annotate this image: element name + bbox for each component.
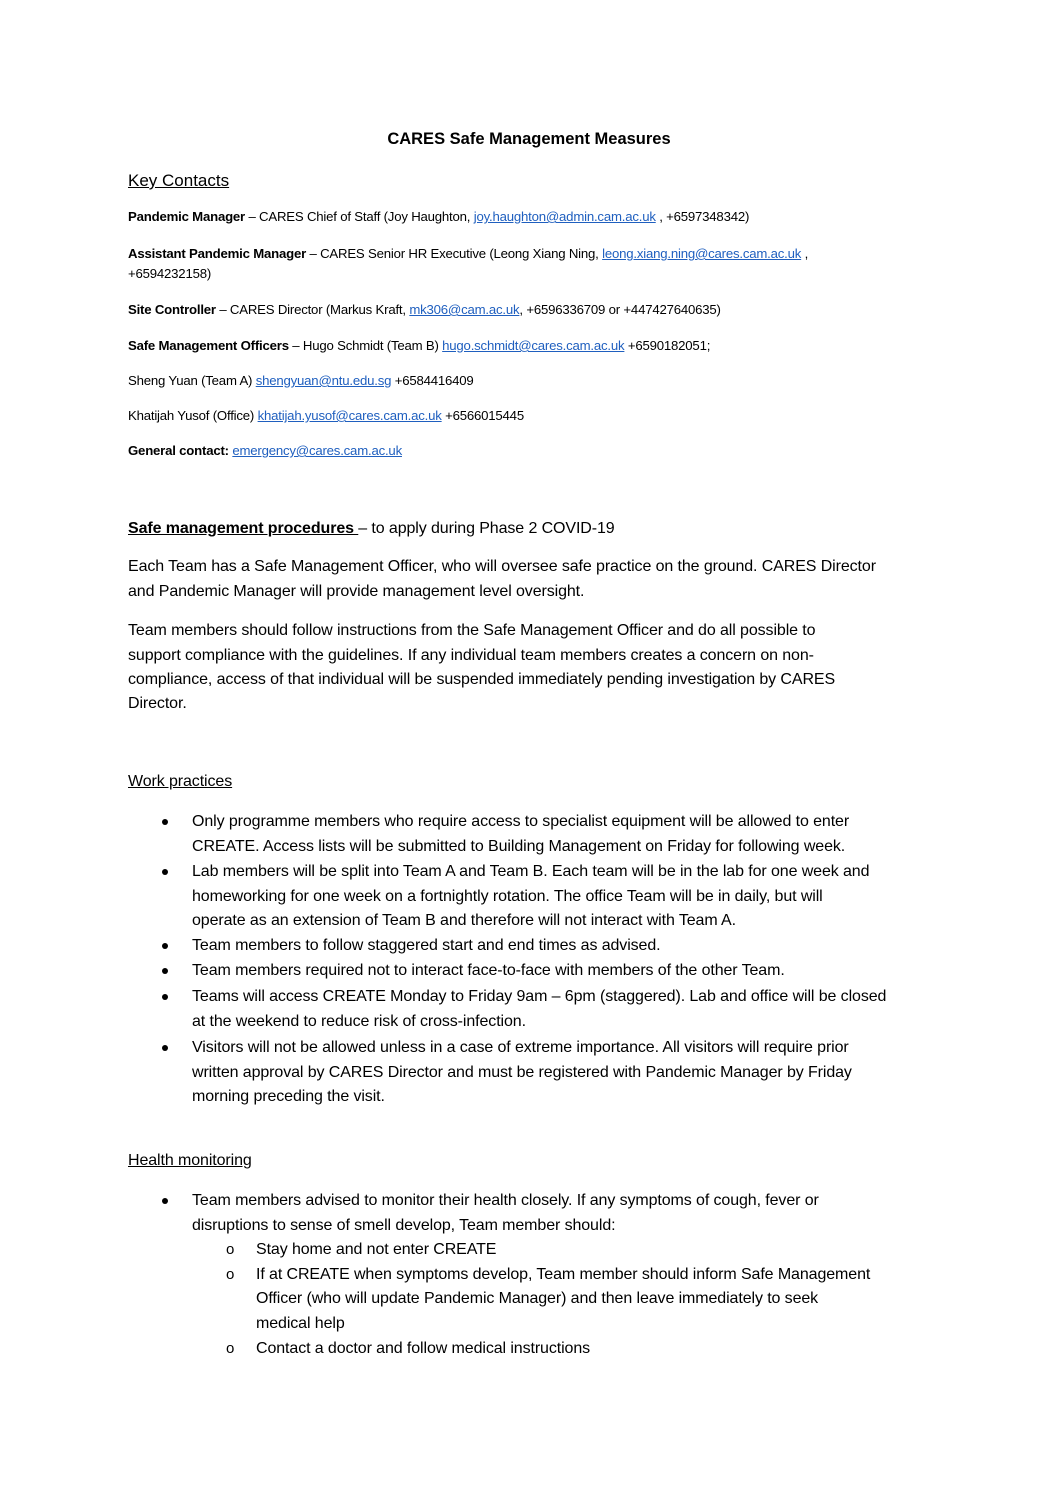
contact-text: , +6597348342) (655, 209, 750, 224)
email-link-markus[interactable]: mk306@cam.ac.uk (409, 302, 520, 317)
list-item: operate as an extension of Team B and therefore will not interact with Team A. (192, 912, 736, 929)
bullet-icon (162, 1198, 168, 1204)
list-item: Team members to follow staggered start and end times as advised. (192, 937, 661, 954)
bullet-icon (162, 994, 168, 1000)
list-item: Team members required not to interact face-to-face with members of the other Team. (192, 962, 785, 979)
contact-text: – CARES Chief of Staff (Joy Haughton, (245, 209, 474, 224)
sub-bullet-icon: o (226, 1266, 235, 1283)
contact-site-controller (128, 302, 721, 317)
bullet-icon (162, 968, 168, 974)
contact-text: +6566015445 (441, 408, 524, 423)
procedures-heading-suffix: – to apply during Phase 2 COVID-19 (358, 520, 615, 537)
contact-pandemic-manager (128, 209, 749, 224)
email-link-joy[interactable]: joy.haughton@admin.cam.ac.uk (473, 209, 656, 224)
email-link-emergency[interactable]: emergency@cares.cam.ac.uk (232, 443, 402, 458)
contact-text: , +6596336709 or +447427640635) (519, 302, 721, 317)
contact-label: General contact: (128, 443, 233, 458)
contact-text: Sheng Yuan (Team A) (128, 373, 256, 388)
contact-text: +6590182051; (624, 338, 711, 353)
list-item: at the weekend to reduce risk of cross-infection. (192, 1013, 526, 1030)
contact-sheng (128, 373, 474, 388)
procedures-para2-line3: compliance, access of that individual will be suspended immediately pending investigation by CARES (128, 671, 836, 688)
email-link-sheng[interactable]: shengyuan@ntu.edu.sg (255, 373, 392, 388)
contact-label: Site Controller (128, 302, 216, 317)
contact-text: , (801, 246, 809, 261)
bullet-icon (162, 1045, 168, 1051)
contact-text: +6584416409 (391, 373, 474, 388)
sub-list-item: If at CREATE when symptoms develop, Team member should inform Safe Management (256, 1266, 871, 1283)
list-item: Lab members will be split into Team A and Team B. Each team will be in the lab for one week and (192, 863, 870, 880)
bullet-icon (162, 869, 168, 875)
procedures-para1-line2: and Pandemic Manager will provide management level oversight. (128, 583, 585, 600)
contact-text: – CARES Director (Markus Kraft, (215, 302, 410, 317)
document-title: CARES Safe Management Measures (387, 130, 671, 148)
list-item: disruptions to sense of smell develop, Team member should: (192, 1217, 616, 1234)
procedures-para2-line4: Director. (128, 695, 187, 712)
list-item: CREATE. Access lists will be submitted to Building Management on Friday for following week. (192, 838, 846, 855)
contact-assistant-phone: +6594232158) (128, 266, 212, 281)
sub-bullet-icon: o (226, 1340, 235, 1357)
contact-label: Pandemic Manager (128, 209, 245, 224)
list-item: Team members advised to monitor their health closely. If any symptoms of cough, fever or (192, 1192, 819, 1209)
list-item: morning preceding the visit. (192, 1088, 385, 1105)
work-practices-heading: Work practices (128, 773, 233, 790)
contact-khatijah (128, 408, 524, 423)
list-item: Teams will access CREATE Monday to Friday 9am – 6pm (staggered). Lab and office will be closed (192, 988, 887, 1005)
sub-list-item: medical help (256, 1315, 345, 1332)
contact-text: – CARES Senior HR Executive (Leong Xiang Ning, (306, 246, 603, 261)
contact-assistant-manager (128, 246, 808, 261)
bullet-icon (162, 819, 168, 825)
sub-bullet-icon: o (226, 1241, 235, 1258)
sub-list-item: Officer (who will update Pandemic Manager) and then leave immediately to seek (256, 1290, 819, 1307)
contact-label: Safe Management Officers (128, 338, 289, 353)
procedures-heading-text: Safe management procedures (128, 520, 359, 537)
bullet-icon (162, 943, 168, 949)
procedures-para2-line2: support compliance with the guidelines. If any individual team members creates a concern on non- (128, 647, 814, 664)
procedures-para1-line1: Each Team has a Safe Management Officer, who will oversee safe practice on the ground. CARES Director (128, 558, 876, 575)
contact-general (128, 443, 402, 458)
sub-list-item: Contact a doctor and follow medical instructions (256, 1340, 591, 1357)
email-link-khatijah[interactable]: khatijah.yusof@cares.cam.ac.uk (257, 408, 442, 423)
procedures-heading (128, 520, 615, 538)
contact-safe-officers (128, 338, 710, 353)
list-item: Only programme members who require access to specialist equipment will be allowed to enter (192, 813, 850, 830)
contact-label: Assistant Pandemic Manager (128, 246, 307, 261)
list-item: homeworking for one week on a fortnightly rotation. The office Team will be in daily, but will (192, 888, 823, 905)
email-link-hugo[interactable]: hugo.schmidt@cares.cam.ac.uk (442, 338, 625, 353)
list-item: written approval by CARES Director and must be registered with Pandemic Manager by Friday (192, 1064, 852, 1081)
list-item: Visitors will not be allowed unless in a case of extreme importance. All visitors will require prior (192, 1039, 849, 1056)
sub-list-item: Stay home and not enter CREATE (256, 1241, 497, 1258)
email-link-leong[interactable]: leong.xiang.ning@cares.cam.ac.uk (602, 246, 802, 261)
procedures-para2-line1: Team members should follow instructions from the Safe Management Officer and do all possible to (128, 622, 816, 639)
key-contacts-heading: Key Contacts (128, 171, 230, 190)
contact-text: Khatijah Yusof (Office) (128, 408, 258, 423)
health-monitoring-heading: Health monitoring (128, 1152, 252, 1169)
contact-text: – Hugo Schmidt (Team B) (288, 338, 443, 353)
